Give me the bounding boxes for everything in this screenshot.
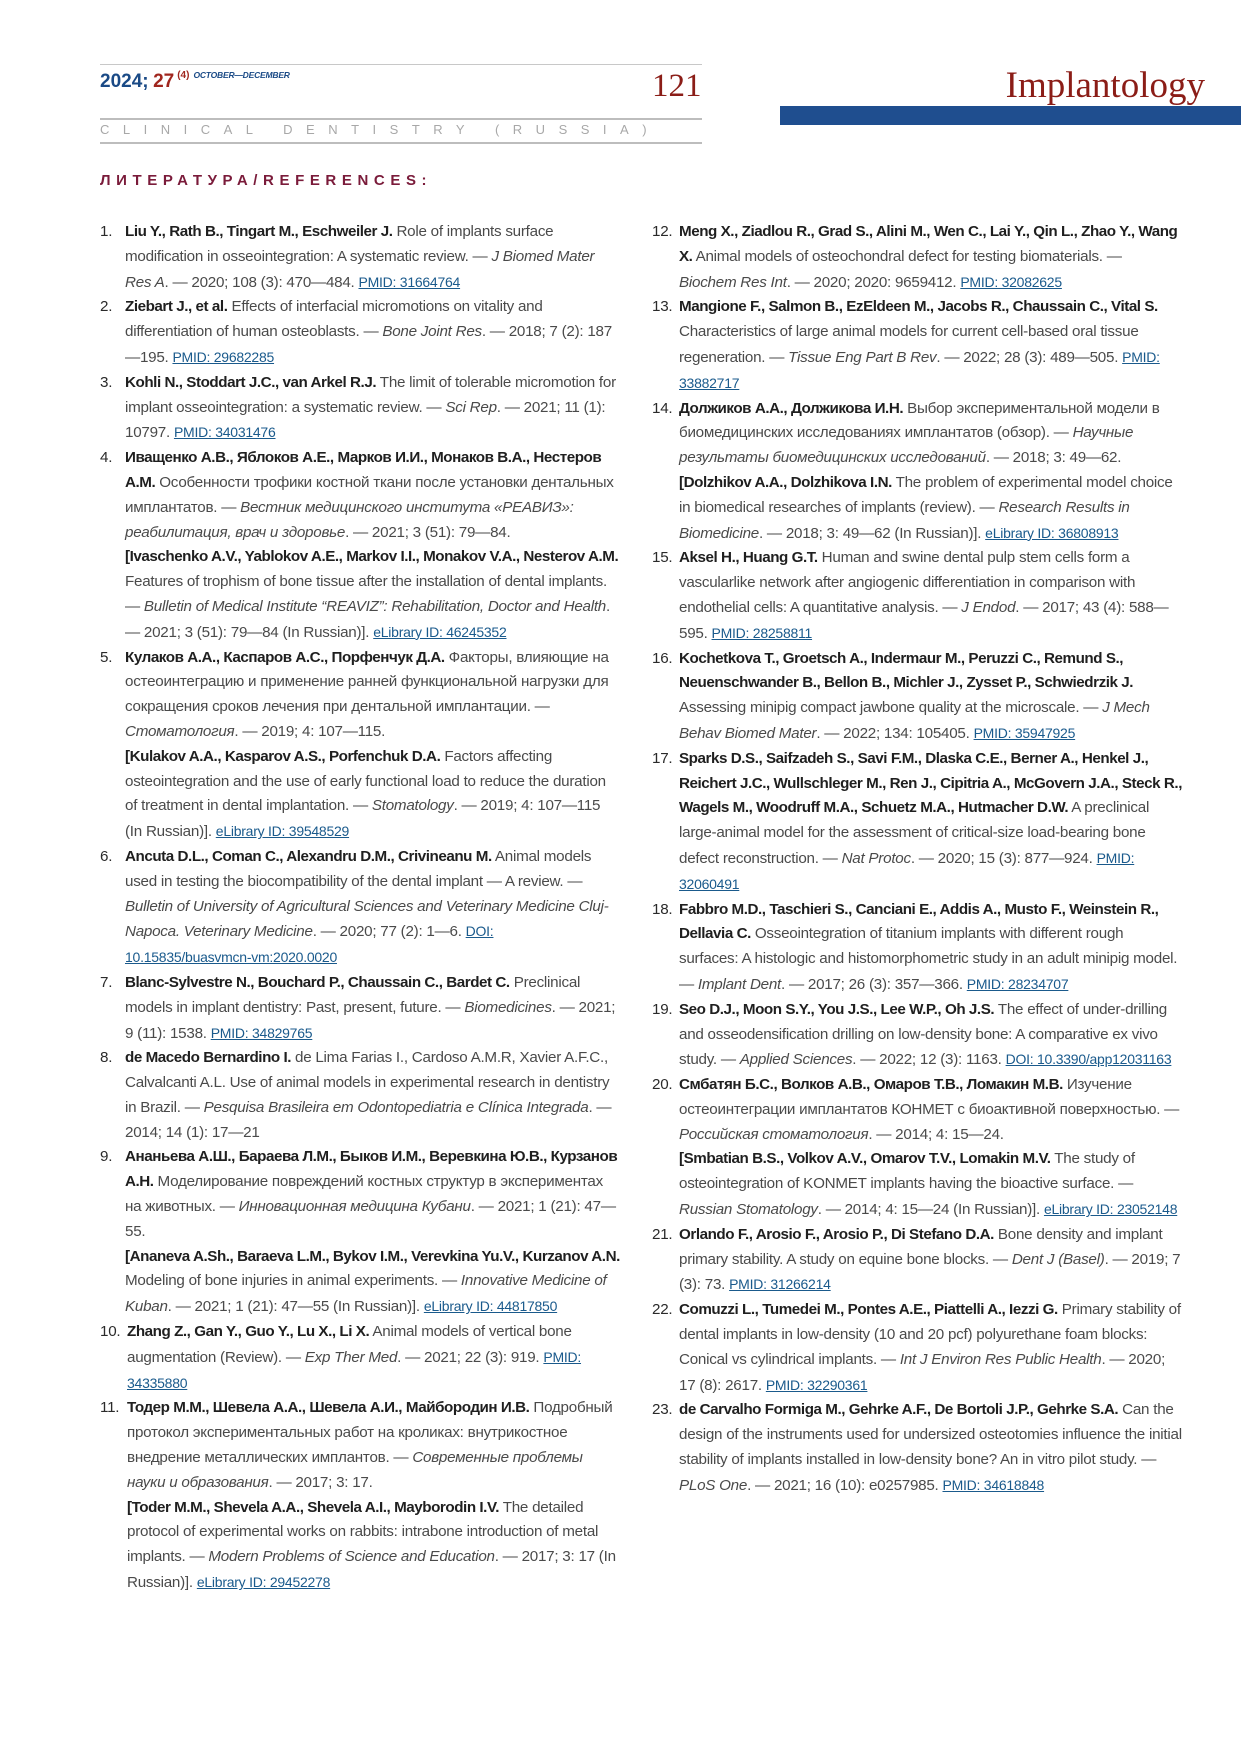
reference-title: Characteristics of large animal models for current cell-based oral tissue regeneration. —: [679, 323, 1139, 366]
reference-details: . — 2014; 14 (1): 17—21: [125, 1098, 612, 1141]
reference-title: Факторы, влияющие на остеоинтеграцию и применение ранней функциональной нагрузки для сокращения сроков лечения при дентальной имплантации. —: [125, 648, 609, 716]
reference-title: Выбор экспериментальной модели в биомедицинских исследованиях имплантатов (обзор). —: [679, 399, 1160, 442]
reference-details: . — 2017; 43 (4): 588—595.: [679, 598, 1169, 642]
reference-link[interactable]: PMID: 32082625: [960, 273, 1062, 290]
translation-details: . — 2021; 3 (51): 79—84 (In Russian)].: [125, 597, 610, 641]
reference-link[interactable]: DOI: 10.15835/buasvmcn-vm:2020.0020: [125, 923, 494, 966]
page-number: 121: [652, 68, 702, 104]
reference-authors: Sparks D.S., Saifzadeh S., Savi F.M., Dlaska C.E., Berner A., Henkel J., Reichert J.C., Wullschleger M., Ren J., Cipitria A., McGovern J.A., Steck R., Wagels M., Woodruff M.A., Schuetz M.A., Hutmacher D.W.: [679, 749, 1182, 817]
reference-details: . — 2021; 1 (21): 47—55.: [125, 1198, 616, 1240]
references-right-column: [652, 220, 1182, 1499]
reference-authors: Ancuta D.L., Coman C., Alexandru D.M., Crivineanu M.: [125, 847, 492, 865]
reference-journal: Bone Joint Res: [382, 323, 482, 341]
reference-link[interactable]: PMID: 34618848: [942, 1476, 1045, 1493]
reference-title: Моделирование повреждений костных структур в экспериментах на животных. —: [125, 1173, 603, 1216]
reference-details: . — 2021; 16 (10): e0257985.: [747, 1476, 943, 1494]
reference-number: 15.: [652, 549, 673, 567]
reference-title: Assessing minipig compact jawbone quality at the microscale. —: [679, 699, 1103, 717]
reference-journal: Int J Environ Res Public Health: [899, 1350, 1102, 1368]
translation-title: Modeling of bone injuries in animal experiments. —: [125, 1272, 461, 1290]
reference-title: Can the design of the instruments used for undersized osteotomies influence the initial stability of implants installed in low-density bone? An in vitro pilot study. —: [679, 1401, 1182, 1469]
reference-authors: Blanc-Sylvestre N., Bouchard P., Chaussain C., Bardet C.: [125, 973, 510, 991]
reference-number: 21.: [652, 1225, 673, 1243]
reference-journal: J Mech Behav Biomed Mater: [679, 699, 1150, 742]
reference-link[interactable]: PMID: 31266214: [729, 1276, 831, 1293]
reference-translation: [125, 1245, 620, 1320]
header-top-rule: [100, 64, 702, 65]
reference-number: 17.: [652, 749, 673, 767]
reference-item: [100, 1145, 620, 1320]
reference-authors: Иващенко А.В., Яблоков А.Е., Марков И.И., Монаков В.А., Нестеров А.М.: [125, 449, 602, 491]
reference-details: . — 2020; 77 (2): 1—6.: [312, 923, 466, 941]
reference-title: Effects of interfacial micromotions on vitality and differentiation of human osteoblasts. —: [125, 298, 543, 341]
reference-details: . — 2020; 108 (3): 470—484.: [164, 273, 359, 291]
reference-item: [652, 647, 1182, 747]
reference-translation: [679, 1147, 1182, 1222]
reference-journal: Современные проблемы науки и образования: [127, 1449, 583, 1491]
reference-journal: Sci Rep: [445, 398, 497, 416]
reference-number: 11.: [100, 1399, 120, 1417]
reference-authors: Comuzzi L., Tumedei M., Pontes A.E., Piattelli A., Iezzi G.: [679, 1301, 1058, 1319]
references-heading: ЛИТЕРАТУРА/REFERENCES:: [100, 172, 433, 189]
journal-name: CLINICAL DENTISTRY (RUSSIA): [100, 122, 661, 137]
reference-translation: [125, 545, 620, 645]
reference-details: . — 2020; 15 (3): 877—924.: [910, 849, 1097, 867]
reference-translation: [679, 471, 1182, 546]
issue-period: OCTOBER—DECEMBER: [193, 70, 290, 80]
reference-item: [652, 295, 1182, 396]
reference-journal: Российская стоматология: [679, 1125, 869, 1143]
reference-number: 8.: [100, 1049, 113, 1067]
reference-authors: de Carvalho Formiga M., Gehrke A.F., De Bortoli J.P., Gehrke S.A.: [679, 1401, 1119, 1419]
reference-journal: J Biomed Mater Res A: [125, 247, 595, 291]
reference-details: . — 2021; 3 (51): 79—84.: [345, 523, 511, 541]
reference-title: A preclinical large-animal model for the assessment of critical-size load-bearing bone defect reconstruction. —: [679, 799, 1150, 867]
reference-item: [100, 371, 620, 446]
reference-item: [100, 1396, 620, 1595]
reference-details: . — 2022; 134: 105405.: [816, 724, 974, 742]
reference-journal: Стоматология: [125, 722, 235, 740]
reference-journal: Вестник медицинского института «РЕАВИЗ»: реабилитация, врач и здоровье: [125, 498, 574, 541]
reference-link[interactable]: PMID: 35947925: [973, 724, 1076, 741]
reference-item: [652, 1298, 1182, 1398]
reference-journal: Научные результаты биомедицинских исследований: [679, 424, 1134, 467]
reference-title: The effect of under-drilling and osseodensification drilling on low-density bone: A comparative ex vivo study. —: [679, 1000, 1167, 1069]
reference-authors: Kochetkova T., Groetsch A., Indermaur M., Peruzzi C., Remund S., Neuenschwander B., Bellon B., Michler J., Zysset P., Schwiedrzik J.: [679, 649, 1134, 692]
reference-authors: Meng X., Ziadlou R., Grad S., Alini M., Wen C., Lai Y., Qin L., Zhao Y., Wang X.: [679, 223, 1178, 265]
reference-link[interactable]: PMID: 34335880: [127, 1348, 582, 1391]
reference-journal: Biochem Res Int: [679, 273, 787, 291]
reference-number: 10.: [100, 1323, 121, 1341]
reference-title: Osseointegration of titanium implants with different rough surfaces: A histologic and histomorphometric study in an adult minipig model. —: [679, 925, 1178, 993]
reference-title: de Lima Farias I., Cardoso A.M.R, Xavier A.F.C., Calvalcanti A.L. Use of animal models in experimental research in dentistry in Brazil. —: [125, 1049, 610, 1116]
reference-link[interactable]: eLibrary ID: 44817850: [423, 1298, 558, 1315]
reference-authors: Fabbro M.D., Taschieri S., Canciani E., Addis A., Musto F., Weinstein R., Dellavia C.: [679, 900, 1159, 943]
translation-details: . — 2019; 4: 107—115 (In Russian)].: [125, 797, 601, 841]
reference-number: 6.: [100, 847, 113, 865]
translation-details: . — 2014; 4: 15—24 (In Russian)].: [817, 1201, 1044, 1219]
reference-journal: Nat Protoc: [841, 849, 911, 867]
reference-title: Bone density and implant primary stability. A study on equine bone blocks. —: [679, 1225, 1163, 1268]
translation-journal: Russian Stomatology: [679, 1201, 818, 1219]
reference-link[interactable]: eLibrary ID: 46245352: [373, 623, 507, 640]
reference-authors: Mangione F., Salmon B., EzEldeen M., Jacobs R., Chaussain C., Vital S.: [679, 298, 1158, 316]
reference-number: 7.: [100, 973, 113, 991]
reference-details: . — 2018; 3: 49—62.: [985, 449, 1122, 467]
reference-journal: Dent J (Basel): [1011, 1250, 1105, 1268]
reference-authors: Тодер М.М., Шевела А.А., Шевела А.И., Майбородин И.В.: [127, 1399, 530, 1417]
translation-title: Factors affecting osteointegration and the use of early functional load to reduce the duration of treatment in dental implantation. —: [125, 747, 606, 815]
reference-link[interactable]: PMID: 33882717: [679, 348, 1160, 391]
reference-item: [652, 747, 1182, 898]
reference-item: [100, 295, 620, 370]
reference-details: . — 2018; 7 (2): 187—195.: [125, 323, 612, 366]
reference-translation: [127, 1496, 620, 1596]
reference-link[interactable]: DOI: 10.3390/app12031163: [1005, 1051, 1172, 1068]
reference-number: 14.: [652, 399, 673, 417]
reference-number: 2.: [100, 298, 113, 316]
translation-authors: [Smbatian B.S., Volkov A.V., Omarov T.V., Lomakin M.V.: [679, 1150, 1051, 1168]
translation-authors: [Ananeva A.Sh., Baraeva L.M., Bykov I.M., Verevkina Yu.V., Kurzanov A.N.: [125, 1247, 620, 1265]
issue-info: [100, 70, 290, 93]
reference-number: 13.: [652, 298, 673, 316]
reference-details: . — 2020; 17 (8): 2617.: [679, 1350, 1166, 1394]
reference-details: . — 2022; 12 (3): 1163.: [852, 1051, 1006, 1069]
reference-number: 20.: [652, 1076, 673, 1094]
reference-journal: Exp Ther Med: [304, 1348, 398, 1366]
header-rule-bottom: [100, 142, 702, 144]
reference-item: [652, 397, 1182, 547]
translation-title: The detailed protocol of experimental works on rabbits: intrabone introduction of metal implants. —: [127, 1498, 599, 1566]
reference-details: . — 2021; 11 (1): 10797.: [125, 398, 606, 442]
section-title: Implantology: [1005, 65, 1205, 106]
reference-link[interactable]: PMID: 34031476: [173, 424, 276, 441]
reference-authors: de Macedo Bernardino I.: [125, 1049, 292, 1067]
references-left-column: [100, 220, 620, 1596]
reference-journal: J Endod: [961, 598, 1016, 616]
reference-item: [652, 220, 1182, 295]
translation-title: The problem of experimental model choice in biomedical researches of implants (review). —: [679, 473, 1173, 516]
reference-item: [652, 1398, 1182, 1498]
reference-authors: Orlando F., Arosio F., Arosio P., Di Stefano D.A.: [679, 1225, 994, 1243]
translation-journal: Modern Problems of Science and Education: [208, 1548, 495, 1566]
reference-details: . — 2021; 22 (3): 919.: [397, 1348, 544, 1366]
reference-details: . — 2017; 3: 17.: [268, 1473, 373, 1491]
reference-item: [100, 220, 620, 295]
reference-translation: [125, 745, 620, 845]
translation-details: . — 2021; 1 (21): 47—55 (In Russian)].: [167, 1298, 424, 1316]
translation-journal: Bulletin of Medical Institute “REAVIZ”: Rehabilitation, Doctor and Health: [143, 597, 606, 615]
reference-title: Preclinical models in implant dentistry: Past, present, future. —: [125, 973, 581, 1016]
reference-number: 5.: [100, 648, 113, 666]
reference-details: . — 2019; 4: 107—115.: [234, 722, 386, 740]
reference-title: Role of implants surface modification in osseointegration: A systematic review. —: [125, 223, 554, 265]
reference-title: Primary stability of dental implants in low-density (10 and 20 pcf) polyurethane foam blocks: Conical vs cylindrical implants. —: [679, 1301, 1181, 1368]
reference-link[interactable]: eLibrary ID: 29452278: [196, 1574, 331, 1591]
reference-details: . — 2020; 2020: 9659412.: [786, 273, 961, 291]
translation-title: Features of trophism of bone tissue after the installation of dental implants. —: [125, 573, 607, 615]
reference-journal: Bulletin of University of Agricultural Sciences and Veterinary Medicine Cluj-Napoca. Veterinary Medicine: [125, 897, 609, 941]
translation-details: . — 2017; 3: 17 (In Russian)].: [127, 1548, 616, 1592]
translation-title: The study of osteointegration of KONMET implants having the bioactive surface. —: [679, 1150, 1135, 1193]
header-rule: [100, 118, 702, 120]
reference-authors: Seo D.J., Moon S.Y., You J.S., Lee W.P., Oh J.S.: [679, 1000, 995, 1018]
reference-journal: PLoS One: [679, 1476, 748, 1494]
reference-item: [652, 1073, 1182, 1223]
reference-link[interactable]: PMID: 32060491: [679, 849, 1135, 892]
reference-item: [100, 1046, 620, 1145]
reference-title: Animal models of osteochondral defect for testing biomaterials. —: [692, 247, 1122, 265]
translation-journal: Innovative Medicine of Kuban: [125, 1272, 607, 1316]
translation-authors: [Toder M.M., Shevela A.A., Shevela A.I., Mayborodin I.V.: [127, 1498, 500, 1516]
reference-item: [100, 446, 620, 645]
reference-title: Animal models of vertical bone augmentation (Review). —: [127, 1323, 572, 1366]
reference-journal: Biomedicines: [464, 998, 552, 1016]
reference-details: . — 2014; 4: 15—24.: [868, 1125, 1004, 1143]
reference-number: 4.: [100, 449, 113, 467]
reference-details: . — 2021; 9 (11): 1538.: [125, 998, 616, 1042]
reference-journal: Tissue Eng Part B Rev: [788, 348, 937, 366]
reference-item: [652, 898, 1182, 998]
reference-authors: Кулаков А.А., Каспаров А.С., Порфенчук Д.А.: [125, 648, 445, 666]
reference-authors: Liu Y., Rath B., Tingart M., Eschweiler J.: [125, 223, 393, 240]
translation-authors: [Kulakov A.A., Kasparov A.S., Porfenchuk D.A.: [125, 747, 441, 765]
reference-details: . — 2017; 26 (3): 357—366.: [781, 975, 967, 993]
reference-journal: Implant Dent: [697, 975, 782, 993]
reference-link[interactable]: PMID: 34829765: [210, 1024, 313, 1041]
reference-authors: Kohli N., Stoddart J.C., van Arkel R.J.: [125, 373, 377, 391]
reference-number: 19.: [652, 1000, 673, 1018]
reference-title: Подробный протокол экспериментальных работ на кроликах: внутрикостное внедрение металлических имплантов. —: [127, 1399, 613, 1467]
reference-authors: Смбатян Б.С., Волков А.В., Омаров Т.В., Ломакин М.В.: [679, 1076, 1063, 1094]
reference-item: [100, 971, 620, 1046]
translation-authors: [Dolzhikov A.A., Dolzhikova I.N.: [679, 473, 892, 491]
reference-item: [100, 1320, 620, 1396]
reference-authors: Zhang Z., Gan Y., Guo Y., Lu X., Li X.: [127, 1323, 370, 1341]
reference-number: 12.: [652, 223, 673, 240]
section-accent-bar: [780, 106, 1241, 125]
translation-authors: [Ivaschenko A.V., Yablokov A.E., Markov I.I., Monakov V.A., Nesterov A.M.: [125, 548, 619, 566]
reference-title: Изучение остеоинтеграции имплантатов КОНМЕТ с биоактивной поверхностью. —: [679, 1076, 1180, 1118]
reference-number: 9.: [100, 1148, 113, 1166]
reference-authors: Ziebart J., et al.: [125, 298, 228, 316]
reference-link[interactable]: eLibrary ID: 23052148: [1043, 1201, 1178, 1218]
reference-link[interactable]: PMID: 32290361: [765, 1376, 868, 1393]
issue-volume: 27: [153, 71, 175, 92]
reference-item: [652, 998, 1182, 1073]
reference-journal: Pesquisa Brasileira em Odontopediatria e Clínica Integrada: [203, 1098, 589, 1116]
reference-details: . — 2019; 7 (3): 73.: [679, 1250, 1181, 1294]
reference-link[interactable]: PMID: 28234707: [966, 975, 1069, 992]
reference-title: Animal models used in testing the biocompatibility of the dental implant — A review. —: [125, 847, 592, 890]
reference-link[interactable]: eLibrary ID: 39548529: [215, 823, 350, 840]
translation-journal: Stomatology: [371, 797, 454, 815]
reference-number: 22.: [652, 1301, 673, 1319]
reference-title: Особенности трофики костной ткани после установки дентальных имплантатов. —: [125, 473, 614, 516]
reference-link[interactable]: PMID: 31664764: [358, 273, 461, 290]
reference-number: 1.: [100, 223, 113, 240]
reference-authors: Ананьева А.Ш., Бараева Л.М., Быков И.М., Веревкина Ю.В., Курзанов А.Н.: [125, 1148, 618, 1191]
issue-year: 2024;: [100, 71, 149, 92]
reference-journal: Инновационная медицина Кубани: [238, 1198, 471, 1216]
reference-item: [652, 1223, 1182, 1298]
reference-journal: Applied Sciences: [739, 1051, 853, 1069]
reference-link[interactable]: PMID: 29682285: [172, 348, 275, 365]
translation-journal: Research Results in Biomedicine: [679, 498, 1130, 542]
translation-details: . — 2018; 3: 49—62 (In Russian)].: [758, 524, 986, 542]
reference-number: 23.: [652, 1401, 673, 1419]
reference-title: The limit of tolerable micromotion for implant osseointegration: a systematic review. —: [125, 373, 616, 416]
reference-number: 18.: [652, 900, 673, 918]
reference-link[interactable]: eLibrary ID: 36808913: [985, 524, 1119, 541]
reference-title: Human and swine dental pulp stem cells form a vascularlike network after angiogenic differentiation in comparison with endothelial cells: A quantitative analysis. —: [679, 549, 1136, 616]
reference-item: [652, 546, 1182, 646]
reference-link[interactable]: PMID: 28258811: [711, 624, 813, 641]
reference-item: [100, 845, 620, 971]
reference-number: 3.: [100, 373, 113, 391]
reference-item: [100, 646, 620, 845]
reference-number: 16.: [652, 649, 673, 667]
issue-number: (4): [177, 70, 190, 81]
reference-details: . — 2022; 28 (3): 489—505.: [936, 348, 1123, 366]
reference-authors: Aksel H., Huang G.T.: [679, 549, 818, 567]
reference-authors: Должиков А.А., Должикова И.Н.: [679, 399, 904, 417]
